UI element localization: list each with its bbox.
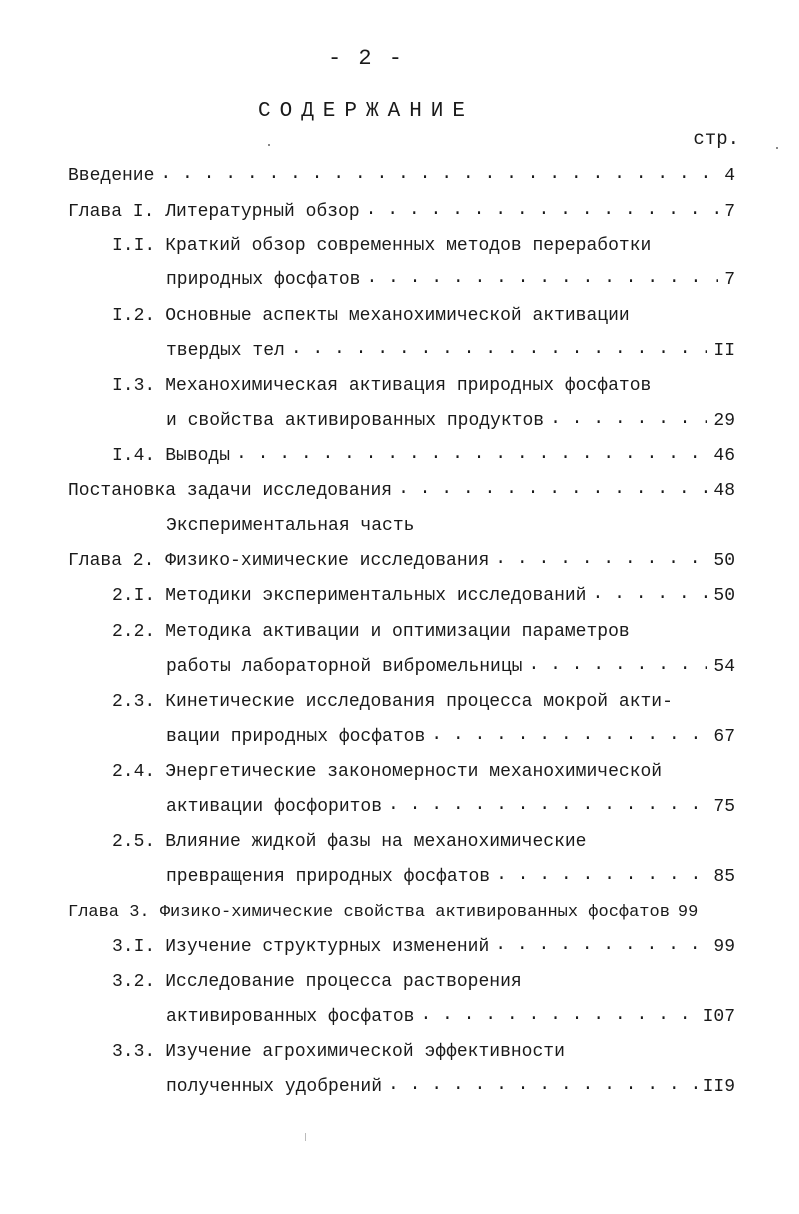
toc-entry-text: Глава I. Литературный обзор [68,202,360,222]
toc-entry-page: 7 [724,270,735,290]
toc-entry-3-2 [112,964,735,1000]
toc-entry-page: I07 [702,1007,735,1027]
toc-entry-text: Выводы [165,446,231,466]
toc-entry-page: II [713,341,735,361]
dot-leader [420,1007,696,1027]
section-number: 2.2. [112,622,156,642]
toc-entry-2-1 [112,578,735,614]
toc-entry-text: Методики экспериментальных исследований [165,586,587,606]
dot-leader [388,797,707,817]
dot-leader [366,270,718,290]
toc-entry-text: Изучение структурных изменений [165,937,490,957]
toc-entry-1-1-cont [166,262,735,298]
toc-entry-text: активированных фосфатов [166,1007,415,1027]
dot-leader [160,166,718,186]
toc-entry-text: вации природных фосфатов [166,727,426,747]
toc-entry-chapter-1 [68,194,735,230]
toc-entry-2-5-cont [166,859,735,895]
section-number: I.I. [112,236,156,256]
dot-leader [388,1077,697,1097]
toc-entry-problem-statement [68,473,735,509]
section-number: 3.3. [112,1042,156,1062]
dot-leader [398,481,707,501]
dot-leader [495,937,707,957]
dot-leader [496,867,707,887]
toc-entry-text: полученных удобрений [166,1077,383,1097]
section-number: 2.5. [112,832,156,852]
toc-entry-text: природных фосфатов [166,270,361,290]
toc-entry-text: Краткий обзор современных методов переработки [165,236,652,256]
toc-entry-3-3-cont [166,1069,735,1105]
toc-entry-page: 46 [713,446,735,466]
toc-entry-page: 50 [713,586,735,606]
toc-entry-page: 4 [724,166,735,186]
toc-entry-page: 75 [713,797,735,817]
toc-entry-text: Исследование процесса растворения [165,972,522,992]
toc-entry-3-1 [112,929,735,965]
toc-entry-page: 99 [677,902,699,922]
toc-entry-3-2-cont [166,999,735,1035]
toc-entry-page: 29 [713,411,735,431]
dot-leader [431,727,707,747]
toc-entry-text: Методика активации и оптимизации параметров [165,622,630,642]
toc-entry-text: Изучение агрохимической эффективности [165,1042,565,1062]
toc-entry-text: превращения природных фосфатов [166,867,491,887]
toc-entry-page: 7 [724,202,735,222]
toc-entry-introduction [68,158,735,194]
toc-entry-1-2-cont [166,333,735,369]
toc-entry-page: II9 [702,1077,735,1097]
page-column-label: стр. [693,128,739,150]
toc-entry-text: Постановка задачи исследования [68,481,393,501]
page-number: - 2 - [327,46,404,71]
section-number: 2.4. [112,762,156,782]
toc-entry-1-3 [112,368,735,404]
scan-speck [776,147,778,149]
toc-entry-2-3-cont [166,719,735,755]
dot-leader [593,586,708,606]
toc-entry-text: Основные аспекты механохимической активации [165,306,630,326]
toc-entry-text: Влияние жидкой фазы на механохимические [165,832,587,852]
dot-leader [291,341,708,361]
toc-entry-2-4 [112,754,735,790]
dot-leader [366,202,719,222]
toc-entry-text: Введение [68,166,155,186]
toc-entry-chapter-2 [68,543,735,579]
toc-entry-page: 99 [713,937,735,957]
scan-speck [305,1133,306,1141]
toc-entry-1-3-cont [166,403,735,439]
toc-entry-page: 54 [713,657,735,677]
section-number: I.2. [112,306,156,326]
dot-leader [495,551,707,571]
toc-entry-page: 50 [713,551,735,571]
section-number: I.4. [112,446,156,466]
page-title: СОДЕРЖАНИЕ [257,100,475,123]
section-number: 2.3. [112,692,156,712]
scan-speck [268,144,270,146]
toc-entry-text: Механохимическая активация природных фосфатов [165,376,652,396]
section-number: 3.2. [112,972,156,992]
toc-entry-page: 48 [713,481,735,501]
toc-entry-1-2 [112,298,735,334]
toc-entry-3-3 [112,1034,735,1070]
toc-entry-1-4 [112,438,735,474]
toc-entry-text: Энергетические закономерности механохимической [165,762,663,782]
toc-part-heading [166,508,735,544]
toc-entry-text: Кинетические исследования процесса мокрой акти- [165,692,673,712]
toc-entry-text: и свойства активированных продуктов [166,411,545,431]
section-number: I.3. [112,376,156,396]
section-number: 3.I. [112,937,156,957]
toc-entry-page: 85 [713,867,735,887]
toc-entry-1-1 [112,228,735,264]
toc-entry-text: Экспериментальная часть [166,516,415,536]
toc-entry-text: работы лабораторной вибромельницы [166,657,523,677]
toc-entry-2-5 [112,824,735,860]
toc-entry-page: 67 [713,727,735,747]
toc-entry-text: Глава 2. Физико-химические исследования [68,551,490,571]
toc-entry-2-3 [112,684,735,720]
section-number: 2.I. [112,586,156,606]
toc-entry-2-2-cont [166,649,735,685]
toc-entry-text: Глава 3. Физико-химические свойства активированных фосфатов [68,902,670,922]
toc-entry-chapter-3 [68,894,735,930]
toc-entry-text: твердых тел [166,341,285,361]
dot-leader [528,657,707,677]
dot-leader [550,411,707,431]
toc-entry-2-4-cont [166,789,735,825]
dot-leader [236,446,707,466]
toc-entry-2-2 [112,614,735,650]
toc-entry-text: активации фосфоритов [166,797,383,817]
